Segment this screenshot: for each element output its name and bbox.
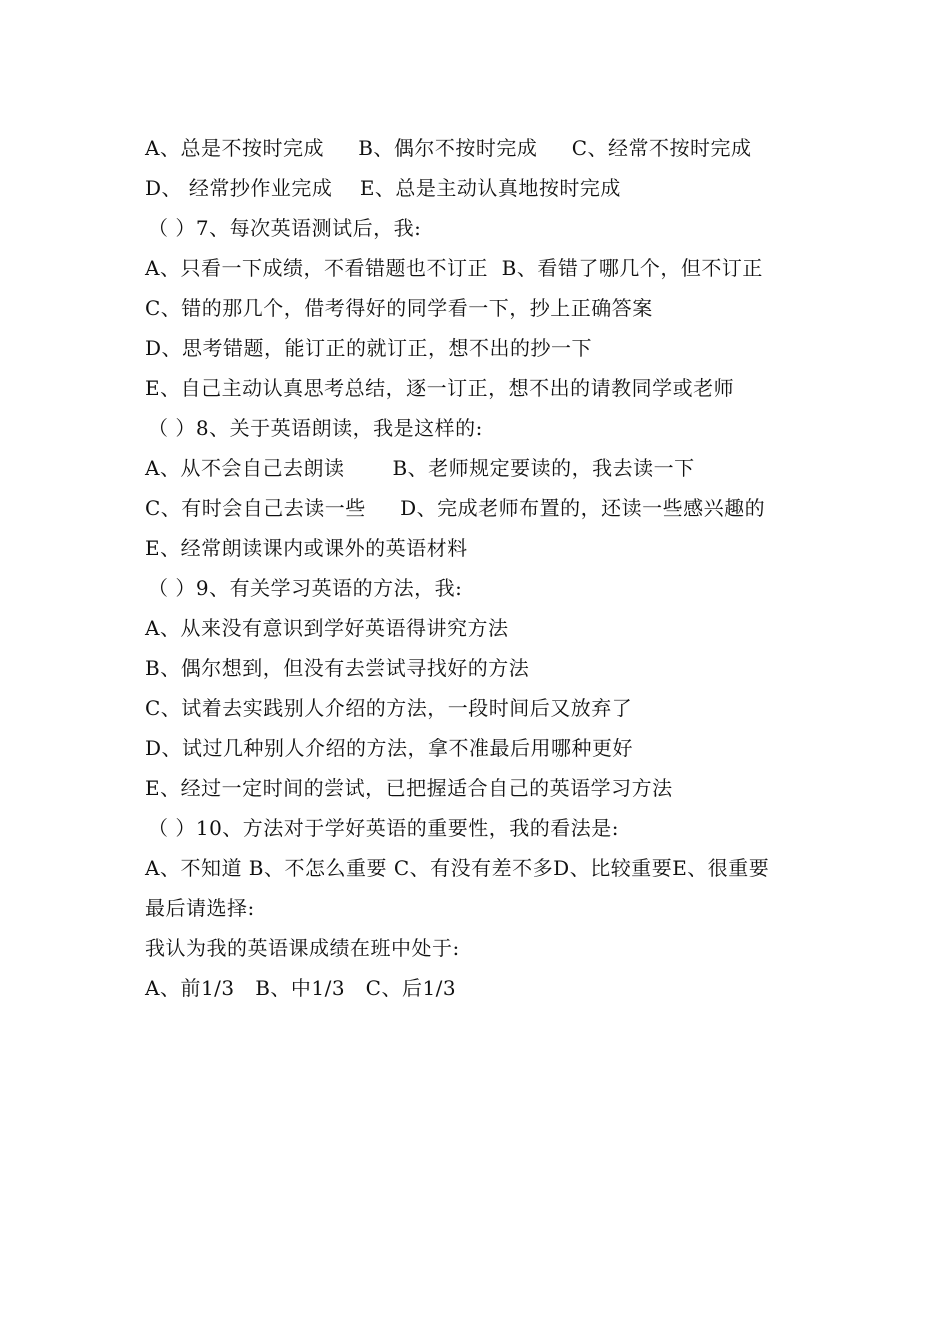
q7-option-a-b: A、只看一下成绩，不看错题也不订正 B、看错了哪几个，但不订正	[145, 256, 763, 280]
q10-options: A、不知道 B、不怎么重要 C、有没有差不多D、比较重要E、很重要	[145, 856, 770, 880]
q8-option-e: E、经常朗读课内或课外的英语材料	[145, 536, 468, 560]
final-select-prompt: 最后请选择:	[145, 896, 255, 920]
rank-question: 我认为我的英语课成绩在班中处于:	[145, 936, 460, 960]
q6-options-line-1: A、总是不按时完成 B、偶尔不按时完成 C、经常不按时完成	[145, 136, 752, 160]
q8-option-c-d: C、有时会自己去读一些 D、完成老师布置的，还读一些感兴趣的	[145, 496, 766, 520]
q9-option-b: B、偶尔想到，但没有去尝试寻找好的方法	[145, 656, 530, 680]
question-9: （ ）9、有关学习英语的方法，我:	[148, 576, 463, 600]
q9-option-c: C、试着去实践别人介绍的方法，一段时间后又放弃了	[145, 696, 633, 720]
q9-option-a: A、从来没有意识到学好英语得讲究方法	[145, 616, 509, 640]
q7-option-d: D、思考错题，能订正的就订正，想不出的抄一下	[145, 336, 593, 360]
question-7: （ ）7、每次英语测试后，我:	[148, 216, 422, 240]
q7-option-e: E、自己主动认真思考总结，逐一订正，想不出的请教同学或老师	[145, 376, 735, 400]
q9-option-e: E、经过一定时间的尝试，已把握适合自己的英语学习方法	[145, 776, 673, 800]
question-10: （ ）10、方法对于学好英语的重要性，我的看法是:	[148, 816, 620, 840]
question-8: （ ）8、关于英语朗读，我是这样的:	[148, 416, 483, 440]
q8-option-a-b: A、从不会自己去朗读 B、老师规定要读的，我去读一下	[145, 456, 695, 480]
q7-option-c: C、错的那几个，借考得好的同学看一下，抄上正确答案	[145, 296, 653, 320]
q9-option-d: D、试过几种别人介绍的方法，拿不准最后用哪种更好	[145, 736, 634, 760]
q6-options-line-2: D、 经常抄作业完成 E、总是主动认真地按时完成	[145, 176, 621, 200]
rank-options: A、前1/3 B、中1/3 C、后1/3	[145, 976, 457, 1000]
